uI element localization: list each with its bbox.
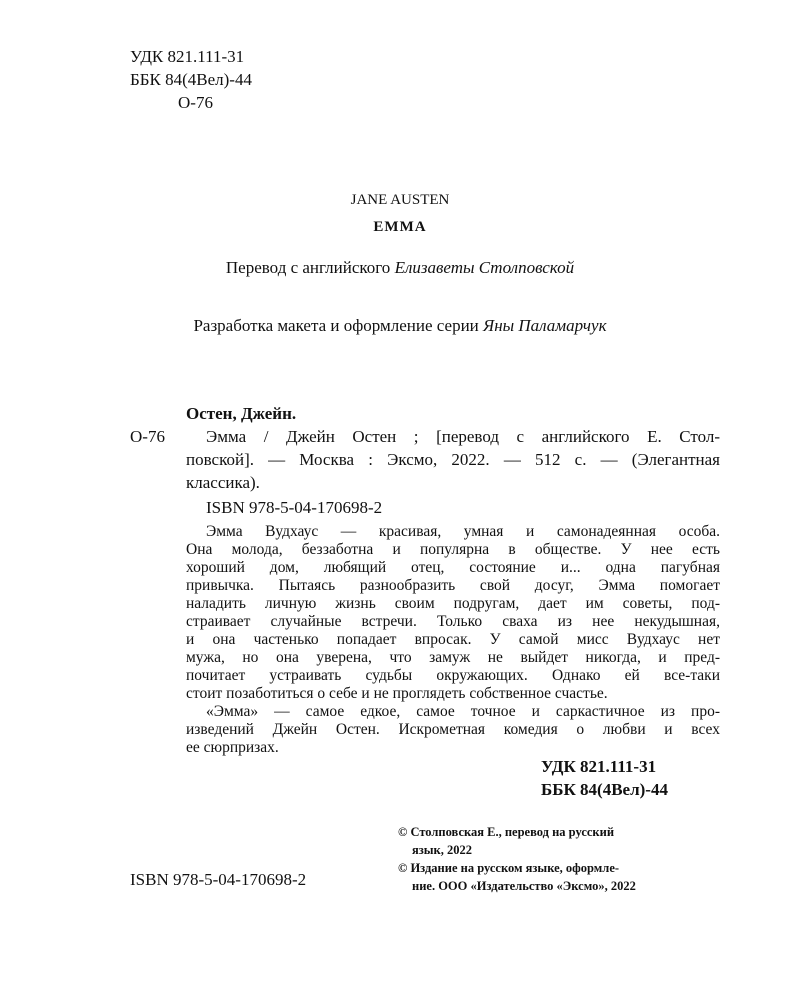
annotation-line: стоит позаботиться о себе и не проглядеть собственное счастье.	[186, 685, 608, 702]
annotation-line: почитает устраивать судьбы окружающих. Однако ей все-таки	[186, 667, 720, 684]
annotation-line: «Эмма» — самое едкое, самое точное и саркастичное из про-	[206, 703, 720, 720]
annotation-line: хороший дом, любящий отец, состояние и... одна пагубная	[186, 559, 720, 576]
design-prefix: Разработка макета и оформление серии	[193, 316, 479, 335]
footer-isbn: ISBN 978-5-04-170698-2	[130, 870, 307, 889]
copyright-line: ние. ООО «Издательство «Эксмо», 2022	[412, 879, 636, 893]
annotation-line: Эмма Вудхаус — красивая, умная и самонадеянная особа.	[206, 523, 720, 540]
designer-name: Яны Паламарчук	[483, 316, 607, 335]
annotation-line: страивает случайные встречи. Только сваха из нее некудышная,	[186, 613, 720, 630]
copyright-line: язык, 2022	[412, 843, 472, 857]
entry-line: Эмма / Джейн Остен ; [перевод с английского Е. Стол-	[206, 427, 720, 446]
annotation-line: ее сюрпризах.	[186, 739, 279, 756]
udk-code: УДК 821.111-31	[130, 47, 245, 66]
book-title: EMMA	[373, 219, 427, 235]
translation-credit	[0, 258, 800, 278]
catalog-code: О-76	[130, 427, 165, 446]
author-mark: О-76	[178, 93, 213, 112]
catalog-author-heading: Остен, Джейн.	[186, 404, 297, 423]
annotation-line: и она частенько попадает впросак. У самой мисс Вудхаус нет	[186, 631, 720, 648]
copyright-line: © Издание на русском языке, оформле-	[398, 861, 620, 875]
copyright-line: © Столповская Е., перевод на русский	[398, 825, 615, 839]
translator-name: Елизаветы Столповской	[394, 258, 575, 277]
design-credit	[0, 316, 800, 336]
annotation-line: Она молода, беззаботна и популярна в обществе. У нее есть	[186, 541, 720, 558]
catalog-isbn: ISBN 978-5-04-170698-2	[206, 498, 383, 517]
translation-prefix: Перевод с английского	[225, 258, 391, 277]
catalog-udk: УДК 821.111-31	[541, 757, 657, 776]
entry-line: повской]. — Москва : Эксмо, 2022. — 512 с. — (Элегантная	[186, 450, 720, 469]
annotation-line: мужа, но она уверена, что замуж не выйдет никогда, и пред-	[186, 649, 720, 666]
author-name: JANE AUSTEN	[350, 192, 450, 208]
annotation-line: наладить личную жизнь своим подругам, дает им советы, под-	[186, 595, 720, 612]
catalog-bbk: ББК 84(4Вел)-44	[541, 780, 668, 799]
bbk-code: ББК 84(4Вел)-44	[130, 70, 252, 89]
annotation-line: привычка. Пытаясь разнообразить свой досуг, Эмма помогает	[186, 577, 720, 594]
annotation-line: изведений Джейн Остен. Искрометная комедия о любви и всех	[186, 721, 720, 738]
entry-line: классика).	[186, 473, 260, 492]
